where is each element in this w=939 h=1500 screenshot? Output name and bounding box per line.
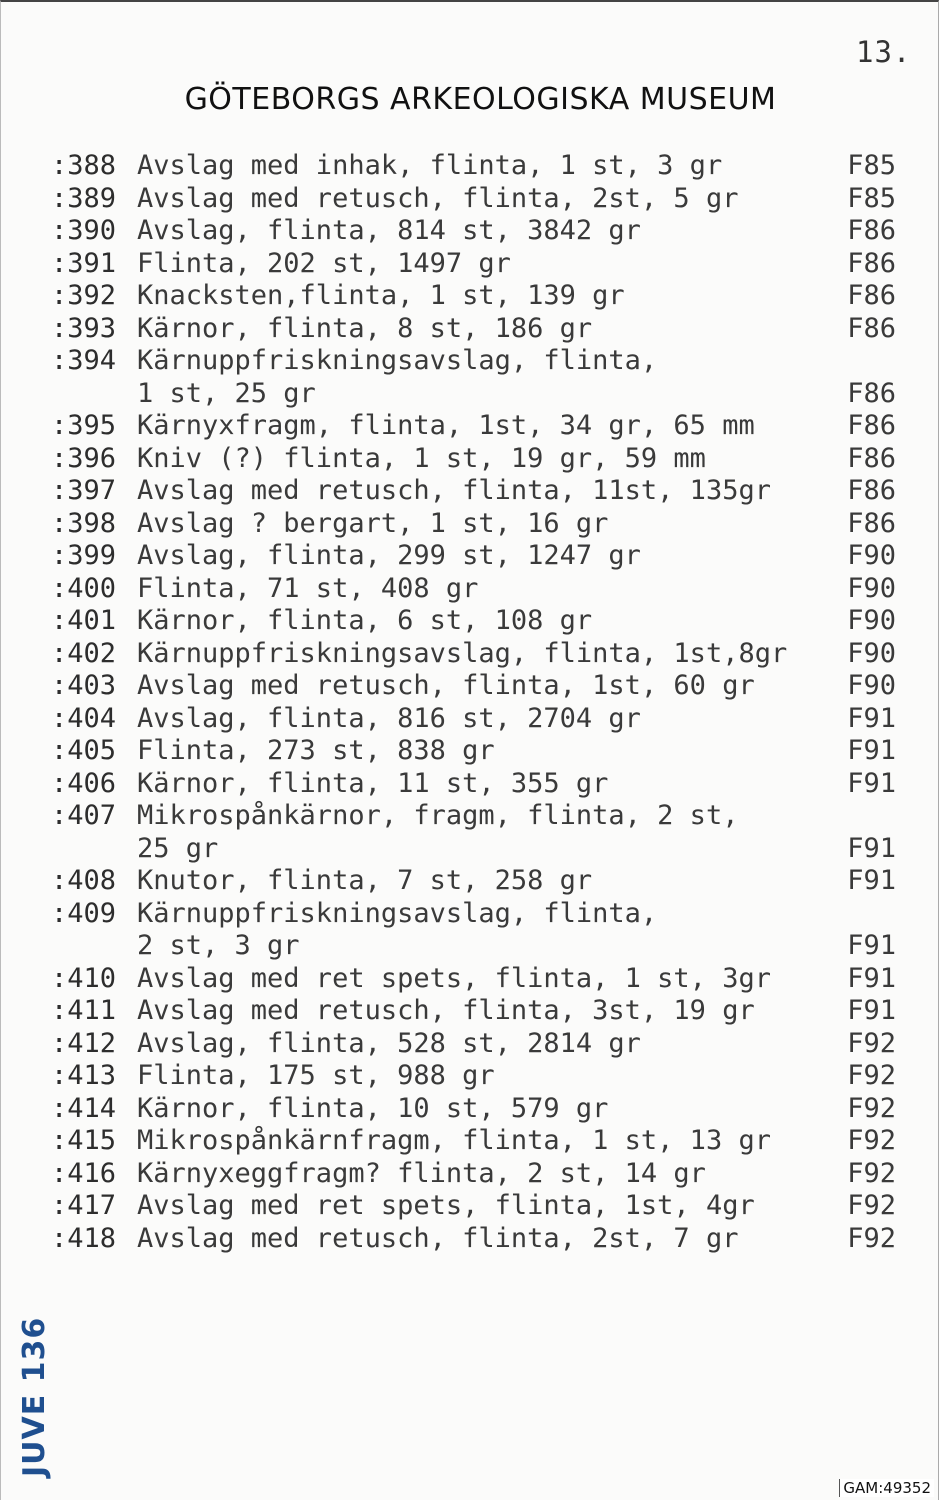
- entry-description: Flinta, 71 st, 408 gr: [137, 572, 479, 604]
- entry-description: Kärnuppfriskningsavslag, flinta,: [137, 897, 658, 929]
- catalog-entry: [51, 378, 896, 411]
- catalog-entry: [51, 638, 896, 671]
- entry-number: :388: [51, 150, 117, 181]
- catalog-entry: [51, 248, 896, 281]
- page-number: 13.: [856, 35, 912, 69]
- entry-code: F86: [847, 475, 896, 506]
- entry-code: F91: [847, 995, 896, 1026]
- catalog-list: [51, 150, 896, 1255]
- entry-number: :418: [51, 1222, 117, 1254]
- catalog-entry: [51, 280, 896, 313]
- entry-number: :401: [51, 605, 117, 636]
- entry-number: :395: [51, 410, 117, 441]
- entry-description: Avslag, flinta, 814 st, 3842 gr: [137, 215, 641, 246]
- entry-code: F86: [847, 442, 896, 474]
- catalog-entry: [51, 735, 896, 768]
- entry-code: F90: [847, 572, 896, 604]
- entry-code: [838, 898, 896, 931]
- entry-description: Avslag med retusch, flinta, 1st, 60 gr: [137, 670, 755, 701]
- catalog-entry: [51, 410, 896, 443]
- entry-code: F92: [847, 1027, 896, 1059]
- entry-description: Kniv (?) flinta, 1 st, 19 gr, 59 mm: [137, 442, 706, 474]
- catalog-entry: [51, 573, 896, 606]
- catalog-entry: [51, 1028, 896, 1061]
- entry-description: 1 st, 25 gr: [137, 377, 316, 409]
- entry-description: Avslag med retusch, flinta, 3st, 19 gr: [137, 995, 755, 1026]
- entry-code: F86: [847, 247, 896, 279]
- entry-code: F86: [847, 280, 896, 311]
- entry-code: F92: [847, 1157, 896, 1189]
- catalog-entry: [51, 1060, 896, 1093]
- entry-number: :399: [51, 540, 117, 571]
- entry-code: F86: [847, 410, 896, 441]
- entry-number: :417: [51, 1190, 117, 1221]
- entry-description: Avslag, flinta, 528 st, 2814 gr: [137, 1027, 641, 1059]
- catalog-entry: [51, 1125, 896, 1158]
- entry-number: :392: [51, 280, 117, 311]
- entry-number: :409: [51, 897, 117, 929]
- entry-description: Kärnyxfragm, flinta, 1st, 34 gr, 65 mm: [137, 410, 755, 441]
- archive-id: GAM:49352: [839, 1479, 934, 1497]
- entry-description: Kärnuppfriskningsavslag, flinta, 1st,8gr: [137, 637, 788, 669]
- catalog-entry: [51, 670, 896, 703]
- entry-code: F92: [847, 1125, 896, 1156]
- catalog-entry: [51, 1190, 896, 1223]
- entry-number: :398: [51, 507, 117, 539]
- entry-code: F85: [847, 150, 896, 181]
- entry-description: Flinta, 202 st, 1497 gr: [137, 247, 511, 279]
- entry-code: F92: [847, 1222, 896, 1254]
- entry-number: :390: [51, 215, 117, 246]
- catalog-entry: [51, 508, 896, 541]
- entry-number: :394: [51, 345, 117, 376]
- entry-description: Kärnuppfriskningsavslag, flinta,: [137, 345, 658, 376]
- entry-number: :415: [51, 1125, 117, 1156]
- entry-code: F86: [847, 377, 896, 409]
- entry-number: :391: [51, 247, 117, 279]
- entry-description: Kärnor, flinta, 10 st, 579 gr: [137, 1092, 609, 1124]
- entry-description: Avslag med ret spets, flinta, 1st, 4gr: [137, 1190, 755, 1221]
- entry-description: Avslag med ret spets, flinta, 1 st, 3gr: [137, 962, 771, 994]
- catalog-entry: [51, 443, 896, 476]
- entry-code: F91: [847, 767, 896, 799]
- entry-code: F86: [847, 312, 896, 344]
- entry-number: :411: [51, 995, 117, 1026]
- entry-number: :389: [51, 182, 117, 214]
- catalog-entry: [51, 865, 896, 898]
- entry-description: 25 gr: [137, 832, 219, 864]
- entry-number: :416: [51, 1157, 117, 1189]
- entry-number: :410: [51, 962, 117, 994]
- entry-code: F90: [847, 605, 896, 636]
- entry-description: Avslag ? bergart, 1 st, 16 gr: [137, 507, 609, 539]
- entry-number: :405: [51, 735, 117, 766]
- catalog-entry: [51, 540, 896, 573]
- entry-code: [838, 800, 896, 833]
- entry-description: Avslag med retusch, flinta, 11st, 135gr: [137, 475, 771, 506]
- catalog-entry: [51, 1158, 896, 1191]
- entry-description: Kärnor, flinta, 11 st, 355 gr: [137, 767, 609, 799]
- catalog-entry: [51, 963, 896, 996]
- entry-description: Avslag, flinta, 816 st, 2704 gr: [137, 702, 641, 734]
- catalog-entry: [51, 898, 896, 931]
- entry-code: F86: [847, 507, 896, 539]
- entry-code: F92: [847, 1190, 896, 1221]
- entry-number: :414: [51, 1092, 117, 1124]
- entry-code: F92: [847, 1060, 896, 1091]
- entry-code: [838, 345, 896, 378]
- catalog-entry: [51, 995, 896, 1028]
- catalog-entry: [51, 150, 896, 183]
- entry-code: F85: [847, 182, 896, 214]
- catalog-entry: [51, 768, 896, 801]
- entry-number: :396: [51, 442, 117, 474]
- entry-number: :404: [51, 702, 117, 734]
- entry-number: :393: [51, 312, 117, 344]
- entry-number: :407: [51, 800, 117, 831]
- catalog-entry: [51, 833, 896, 866]
- entry-code: F91: [847, 962, 896, 994]
- entry-code: F86: [847, 215, 896, 246]
- museum-header: GÖTEBORGS ARKEOLOGISKA MUSEUM: [184, 82, 777, 117]
- entry-code: F92: [847, 1092, 896, 1124]
- entry-code: F90: [847, 670, 896, 701]
- catalog-entry: [51, 703, 896, 736]
- entry-number: :412: [51, 1027, 117, 1059]
- entry-number: :400: [51, 572, 117, 604]
- entry-code: F90: [847, 637, 896, 669]
- entry-description: Avslag med retusch, flinta, 2st, 7 gr: [137, 1222, 739, 1254]
- entry-number: :413: [51, 1060, 117, 1091]
- catalog-entry: [51, 605, 896, 638]
- entry-number: :403: [51, 670, 117, 701]
- entry-description: Knutor, flinta, 7 st, 258 gr: [137, 865, 593, 896]
- entry-code: F90: [847, 540, 896, 571]
- entry-number: [51, 930, 137, 963]
- catalog-entry: [51, 800, 896, 833]
- entry-code: F91: [847, 735, 896, 766]
- entry-number: :397: [51, 475, 117, 506]
- entry-description: Kärnor, flinta, 8 st, 186 gr: [137, 312, 593, 344]
- entry-code: F91: [847, 832, 896, 864]
- entry-description: Kärnor, flinta, 6 st, 108 gr: [137, 605, 593, 636]
- entry-number: [51, 378, 137, 411]
- catalog-entry: [51, 1093, 896, 1126]
- entry-description: Flinta, 273 st, 838 gr: [137, 735, 495, 766]
- entry-code: F91: [847, 930, 896, 961]
- juve-stamp: JUVE 136: [17, 1316, 52, 1477]
- catalog-entry: [51, 475, 896, 508]
- entry-number: :402: [51, 637, 117, 669]
- catalog-entry: [51, 183, 896, 216]
- catalog-entry: [51, 930, 896, 963]
- entry-description: Avslag med retusch, flinta, 2st, 5 gr: [137, 182, 739, 214]
- entry-number: :406: [51, 767, 117, 799]
- entry-description: Avslag, flinta, 299 st, 1247 gr: [137, 540, 641, 571]
- entry-number: :408: [51, 865, 117, 896]
- entry-description: Avslag med inhak, flinta, 1 st, 3 gr: [137, 150, 723, 181]
- entry-description: Kärnyxeggfragm? flinta, 2 st, 14 gr: [137, 1157, 706, 1189]
- catalog-entry: [51, 1223, 896, 1256]
- entry-code: F91: [847, 865, 896, 896]
- catalog-entry: [51, 215, 896, 248]
- entry-description: 2 st, 3 gr: [137, 930, 300, 961]
- catalog-entry: [51, 345, 896, 378]
- entry-description: Mikrospånkärnfragm, flinta, 1 st, 13 gr: [137, 1125, 771, 1156]
- entry-description: Flinta, 175 st, 988 gr: [137, 1060, 495, 1091]
- entry-description: Mikrospånkärnor, fragm, flinta, 2 st,: [137, 800, 739, 831]
- entry-description: Knacksten,flinta, 1 st, 139 gr: [137, 280, 625, 311]
- entry-number: [51, 833, 137, 866]
- entry-code: F91: [847, 702, 896, 734]
- catalog-entry: [51, 313, 896, 346]
